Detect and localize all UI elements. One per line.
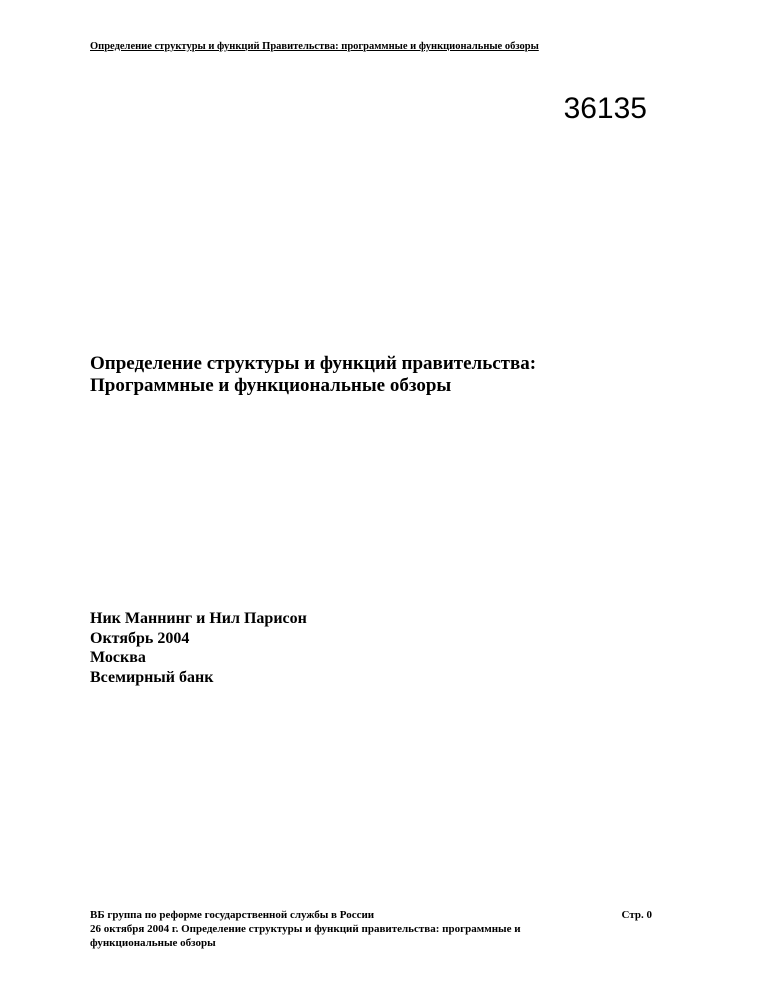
footer-row (90, 908, 652, 922)
publication-date: Октябрь 2004 (90, 629, 190, 647)
authors: Ник Маннинг и Нил Парисон (90, 610, 307, 627)
footer-group-name: ВБ группа по реформе государственной службы в России (90, 909, 375, 921)
running-header: Определение структуры и функций Правительства: программные и функциональные обзоры (90, 41, 539, 52)
document-title (90, 353, 536, 397)
page-footer (90, 908, 652, 950)
publication-city: Москва (90, 649, 146, 666)
document-number: 36135 (563, 92, 647, 125)
page-number: Стр. 0 (621, 909, 652, 921)
footer-date-title: 26 октября 2004 г. Определение структуры и функций правительства: программные и функциональные обзоры (90, 923, 521, 949)
document-meta (90, 609, 307, 687)
document-title-line-1: Определение структуры и функций правительства: (90, 353, 537, 374)
document-title-line-2: Программные и функциональные обзоры (90, 375, 452, 396)
organization: Всемирный банк (90, 668, 214, 686)
